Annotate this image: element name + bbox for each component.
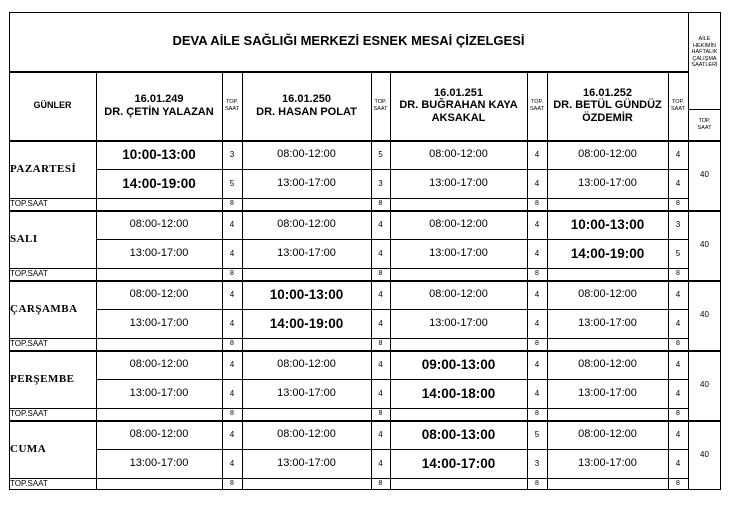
slot-hours: 4 [534,388,540,398]
time-slot: 10:00-13:00 [269,286,344,302]
time-slot: 08:00-12:00 [578,288,637,301]
time-slot: 08:00-12:00 [578,148,637,161]
grid-line [9,478,688,479]
slot-hours: 5 [378,149,383,159]
day-total: 8 [230,479,234,487]
slot-hours: 3 [378,178,383,188]
grid-line [96,169,688,170]
time-slot: 08:00-12:00 [578,358,637,371]
slot-hours: 4 [229,219,235,229]
grid-line [9,198,688,199]
day-divider [9,420,721,422]
slot-hours: 4 [534,289,540,299]
day-total: 8 [378,409,383,417]
doctor-header: 16.01.251 DR. BUĞRAHAN KAYA AKSAKAL [399,86,518,124]
top-saat-header: TOP. SAAT [530,98,544,112]
slot-hours: 3 [534,458,540,468]
time-slot: 10:00-13:00 [122,146,196,162]
time-slot: 13:00-17:00 [277,247,336,260]
total-label: TOP.SAAT [10,269,48,279]
column-header-days: GÜNLER [33,100,72,111]
time-slot: 08:00-12:00 [277,148,336,161]
page-title: DEVA AİLE SAĞLIĞI MERKEZİ ESNEK MESAİ ÇİZELGESİ [172,33,525,49]
time-slot: 13:00-17:00 [277,177,336,190]
slot-hours: 4 [378,318,383,328]
time-slot: 13:00-17:00 [429,177,488,190]
top-saat-header: TOP. SAAT [373,98,388,112]
time-slot: 10:00-13:00 [570,216,645,232]
weekly-hours: 40 [700,170,709,180]
grid-line [96,449,688,450]
day-total: 8 [535,409,539,417]
day-total: 8 [535,479,539,487]
day-label: SALI [10,232,38,245]
day-total: 8 [378,269,383,277]
total-label: TOP.SAAT [10,409,48,419]
day-divider [9,210,721,212]
total-label: TOP.SAAT [10,339,48,349]
time-slot: 08:00-12:00 [429,148,488,161]
slot-hours: 3 [229,149,235,159]
day-total: 8 [535,199,539,207]
time-slot: 13:00-17:00 [429,317,488,330]
slot-hours: 4 [229,359,235,369]
slot-hours: 4 [229,289,235,299]
time-slot: 13:00-17:00 [129,457,189,470]
time-slot: 13:00-17:00 [578,317,637,330]
day-total: 8 [230,339,234,347]
slot-hours: 4 [534,248,540,258]
day-divider [9,280,721,282]
slot-hours: 5 [534,429,540,439]
top-saat-header: TOP. SAAT [225,98,239,112]
slot-hours: 5 [229,178,235,188]
grid-line [688,109,721,110]
time-slot: 08:00-12:00 [129,218,189,231]
border-left [9,12,10,490]
slot-hours: 4 [534,318,540,328]
slot-hours: 4 [675,359,681,369]
slot-hours: 4 [675,318,681,328]
weekly-hours: 40 [700,380,709,390]
day-total: 8 [676,339,680,347]
time-slot: 08:00-12:00 [277,428,336,441]
slot-hours: 4 [378,219,383,229]
slot-hours: 3 [675,219,681,229]
slot-hours: 4 [378,458,383,468]
slot-hours: 5 [675,248,681,258]
slot-hours: 4 [675,429,681,439]
slot-hours: 4 [229,318,235,328]
time-slot: 13:00-17:00 [429,247,488,260]
slot-hours: 4 [534,178,540,188]
time-slot: 13:00-17:00 [578,457,637,470]
time-slot: 13:00-17:00 [277,387,336,400]
slot-hours: 4 [378,359,383,369]
time-slot: 08:00-12:00 [429,288,488,301]
weekly-hours: 40 [700,240,709,250]
slot-hours: 4 [378,388,383,398]
time-slot: 08:00-12:00 [277,218,336,231]
day-total: 8 [676,479,680,487]
day-total: 8 [535,269,539,277]
day-divider [9,350,721,352]
day-total: 8 [230,409,234,417]
day-total: 8 [378,479,383,487]
slot-hours: 4 [378,429,383,439]
total-label: TOP.SAAT [10,199,48,209]
border-right [720,12,721,490]
day-label: ÇARŞAMBA [10,302,78,315]
time-slot: 14:00-17:00 [421,455,496,471]
slot-hours: 4 [229,248,235,258]
day-total: 8 [378,199,383,207]
time-slot: 13:00-17:00 [578,177,637,190]
day-label: PAZARTESİ [10,162,77,175]
day-label: PERŞEMBE [10,372,75,385]
header-divider [9,140,721,142]
day-total: 8 [378,339,383,347]
slot-hours: 4 [378,289,383,299]
time-slot: 08:00-12:00 [129,288,189,301]
slot-hours: 4 [534,149,540,159]
slot-hours: 4 [229,388,235,398]
grid-line [9,408,688,409]
time-slot: 13:00-17:00 [578,387,637,400]
time-slot: 08:00-12:00 [277,358,336,371]
slot-hours: 4 [675,458,681,468]
day-total: 8 [676,409,680,417]
doctor-header: 16.01.250 DR. HASAN POLAT [256,92,357,118]
time-slot: 14:00-19:00 [570,245,645,261]
border-bottom [9,489,721,490]
slot-hours: 4 [378,248,383,258]
schedule-sheet [9,12,721,490]
grid-line [9,268,688,269]
grid-line [9,338,688,339]
grid-line [96,309,688,310]
time-slot: 13:00-17:00 [129,247,189,260]
slot-hours: 4 [534,219,540,229]
grid-line [688,12,689,490]
slot-hours: 4 [675,289,681,299]
weekly-hours: 40 [700,450,709,460]
time-slot: 08:00-12:00 [129,428,189,441]
total-label: TOP.SAAT [10,479,48,489]
day-total: 8 [230,199,234,207]
time-slot: 13:00-17:00 [129,387,189,400]
grid-line [96,239,688,240]
time-slot: 09:00-13:00 [421,356,496,372]
day-total: 8 [535,339,539,347]
title-divider [9,71,688,73]
day-total: 8 [676,199,680,207]
grid-line [96,379,688,380]
time-slot: 13:00-17:00 [129,317,189,330]
weekly-hours: 40 [700,310,709,320]
day-label: CUMA [10,442,47,455]
slot-hours: 4 [675,149,681,159]
slot-hours: 4 [229,429,235,439]
doctor-header: 16.01.252 DR. BETÜL GÜNDÜZ ÖZDEMİR [553,86,662,124]
time-slot: 08:00-13:00 [421,426,496,442]
border-top [9,12,721,13]
time-slot: 13:00-17:00 [277,457,336,470]
time-slot: 08:00-12:00 [429,218,488,231]
day-total: 8 [676,269,680,277]
slot-hours: 4 [229,458,235,468]
weekly-sub-header: TOP. SAAT [697,117,712,131]
time-slot: 14:00-18:00 [421,385,496,401]
doctor-header: 16.01.249 DR. ÇETİN YALAZAN [104,92,214,118]
day-total: 8 [230,269,234,277]
top-saat-header: TOP. SAAT [671,98,685,112]
time-slot: 14:00-19:00 [122,175,196,191]
weekly-hours-header: AİLE HEKİMİN HAFTALIK ÇALIŞMA SAATLERİ [691,36,718,69]
time-slot: 14:00-19:00 [269,315,344,331]
slot-hours: 4 [675,178,681,188]
time-slot: 08:00-12:00 [129,358,189,371]
time-slot: 08:00-12:00 [578,428,637,441]
slot-hours: 4 [675,388,681,398]
slot-hours: 4 [534,359,540,369]
